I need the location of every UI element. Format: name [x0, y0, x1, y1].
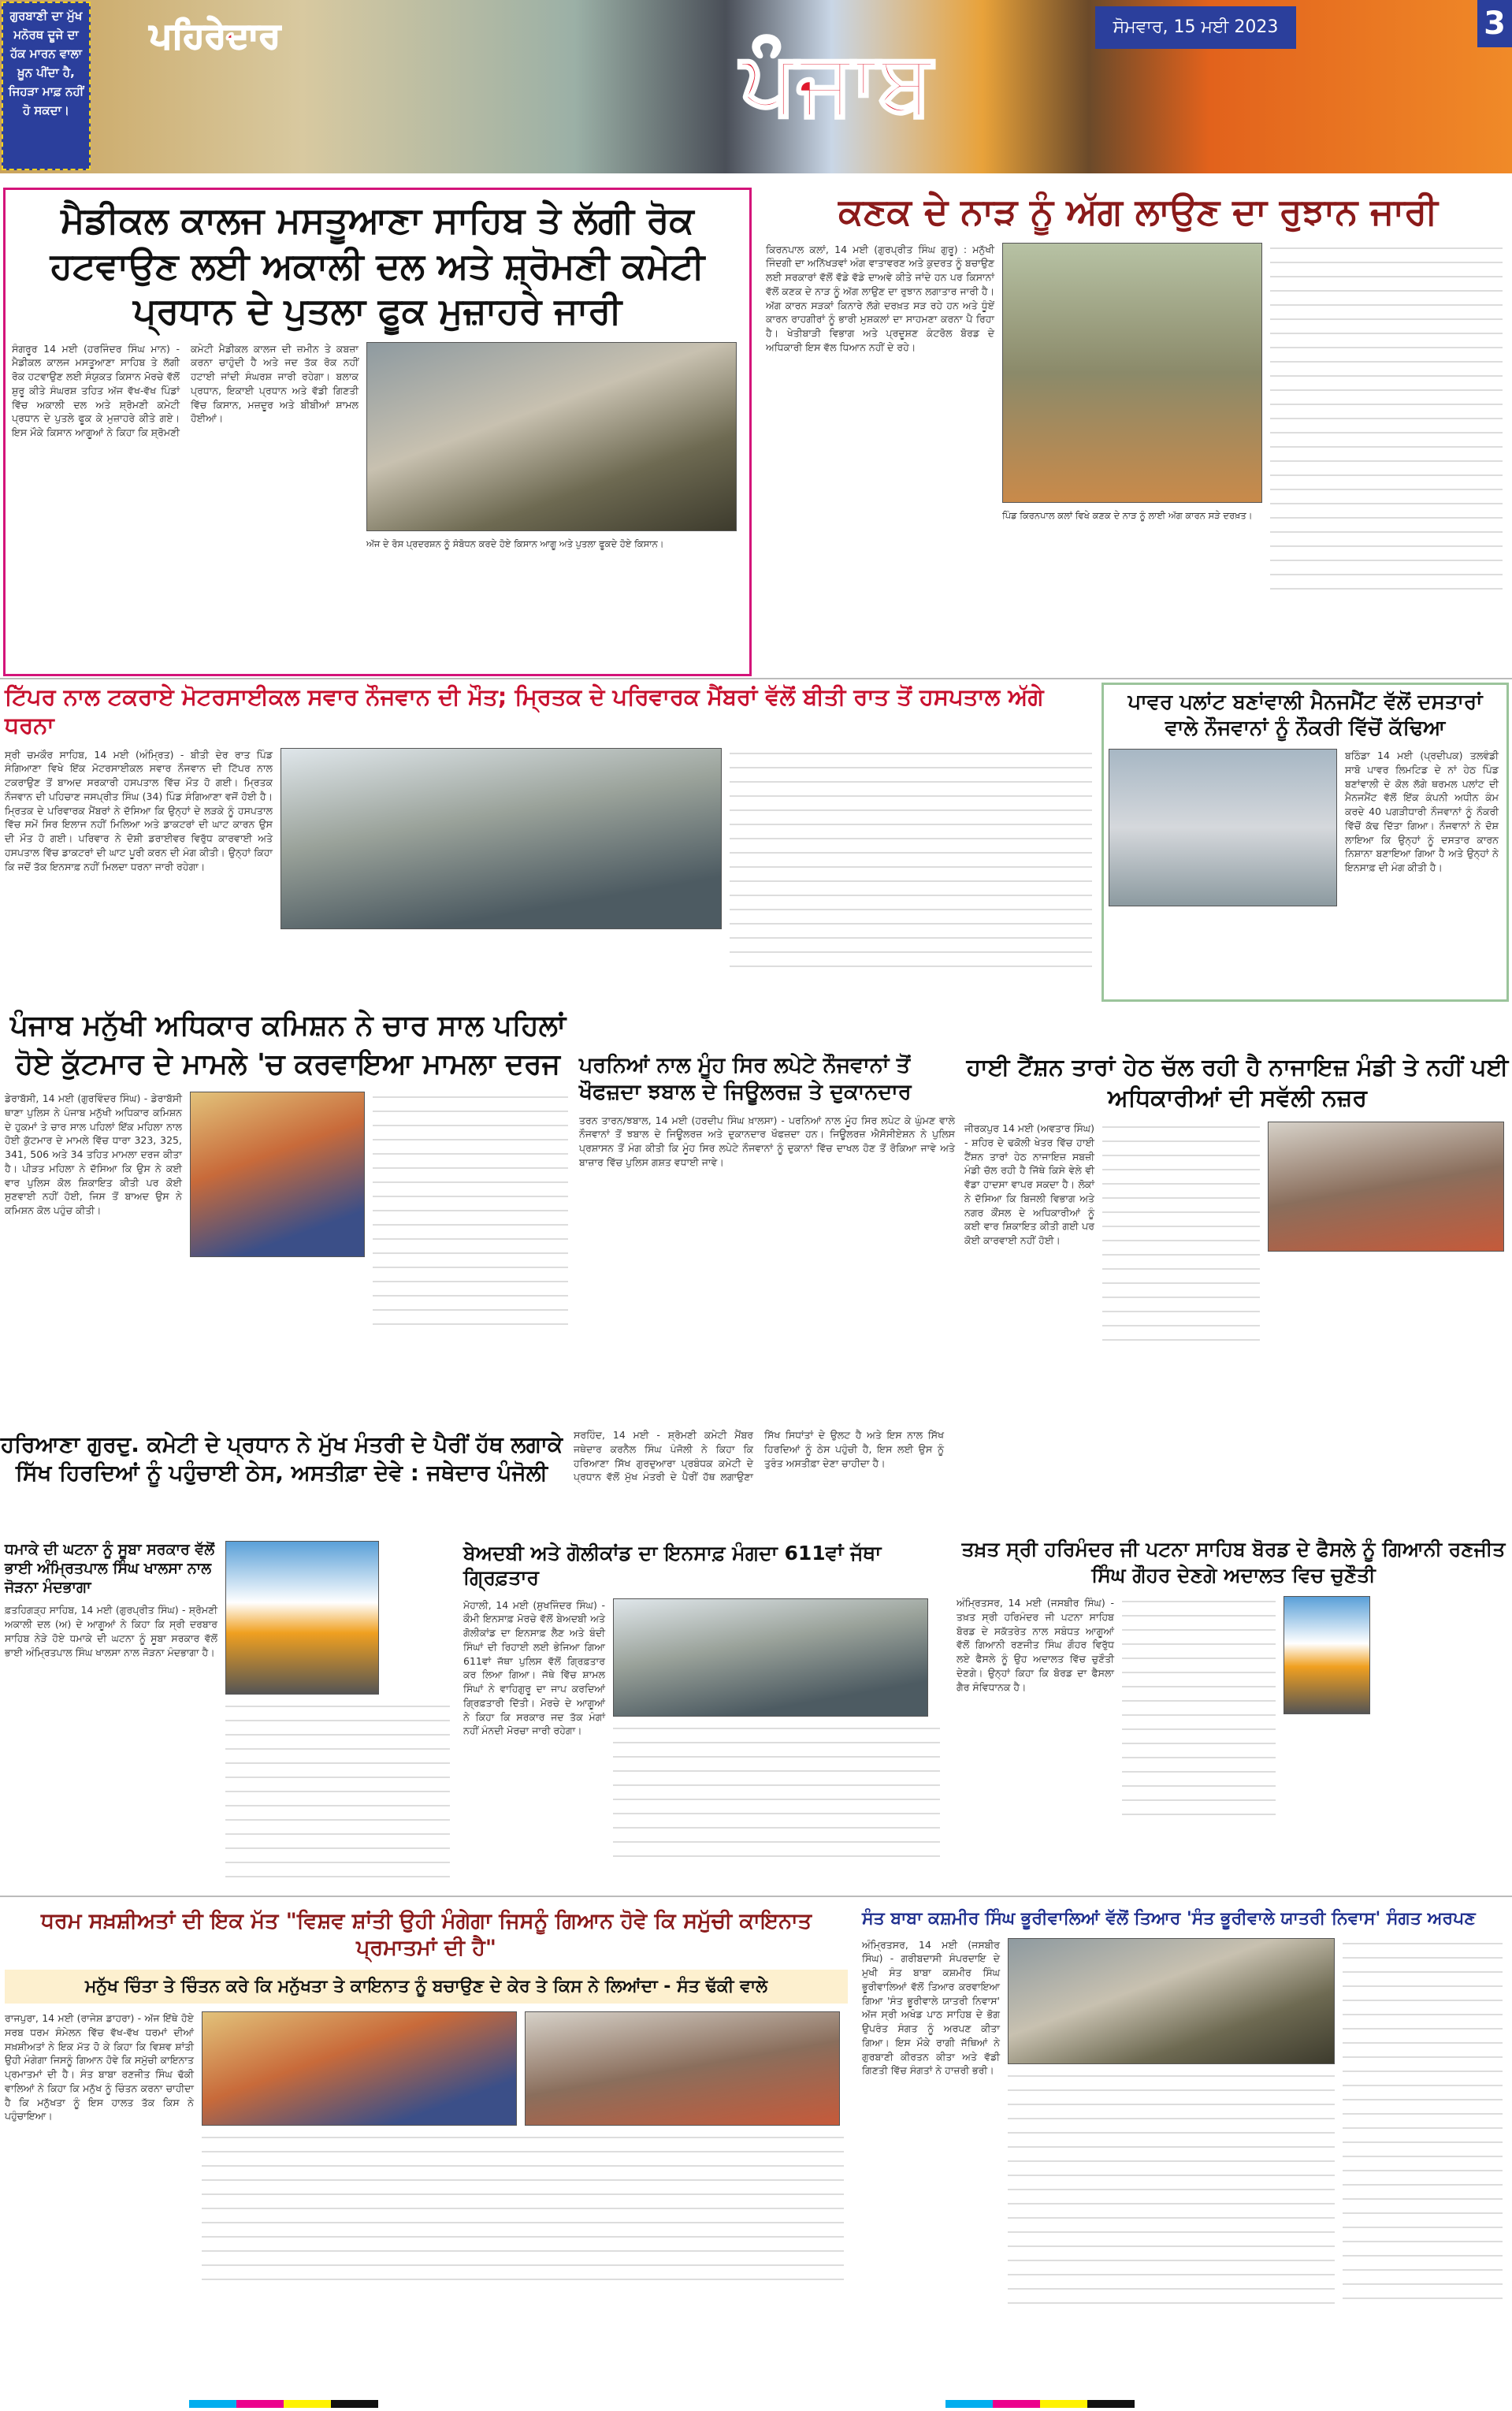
article-body-continued — [202, 2132, 844, 2290]
article-body: ਅੰਮ੍ਰਿਤਸਰ, 14 ਮਈ (ਜਸਬੀਰ ਸਿੰਘ) - ਗਰੀਬਦਾਸੀ ਸੰਪਰਦਾਇ ਦੇ ਮੁਖੀ ਸੰਤ ਬਾਬਾ ਕਸ਼ਮੀਰ ਸਿੰਘ ਭੂਰੀਵਾਲਿਆਂ ਵੱਲੋਂ ਤਿਆਰ ਕਰਵਾਇਆ ਗਿਆ 'ਸੰਤ ਭੂਰੀਵਾਲੇ ਯਾਤਰੀ ਨਿਵਾਸ' ਅੱਜ ਸ੍ਰੀ ਅਖੰਡ ਪਾਠ ਸਾਹਿਬ ਦੇ ਭੋਗ ਉਪਰੰਤ ਸੰਗਤ ਨੂੰ ਅਰਪਣ ਕੀਤਾ ਗਿਆ। ਇਸ ਮੌਕੇ ਰਾਗੀ ਜੱਥਿਆਂ ਨੇ ਗੁਰਬਾਣੀ ਕੀਰਤਨ ਕੀਤਾ ਅਤੇ ਵੱਡੀ ਗਿਣਤੀ ਵਿੱਚ ਸੰਗਤਾਂ ਨੇ ਹਾਜ਼ਰੀ ਭਰੀ। — [862, 1938, 1000, 2077]
article-body-continued-2 — [1343, 1938, 1503, 2309]
article-body: ਡੇਰਾਬੱਸੀ, 14 ਮਈ (ਗੁਰਵਿੰਦਰ ਸਿੰਘ) - ਡੇਰਾਬੱਸੀ ਥਾਣਾ ਪੁਲਿਸ ਨੇ ਪੰਜਾਬ ਮਨੁੱਖੀ ਅਧਿਕਾਰ ਕਮਿਸ਼ਨ ਦੇ ਹੁਕਮਾਂ ਤੇ ਚਾਰ ਸਾਲ ਪਹਿਲਾਂ ਇੱਕ ਮਹਿਲਾ ਨਾਲ ਹੋਈ ਕੁੱਟਮਾਰ ਦੇ ਮਾਮਲੇ ਵਿੱਚ ਧਾਰਾ 323, 325, 341, 506 ਅਤੇ 34 ਤਹਿਤ ਮਾਮਲਾ ਦਰਜ ਕੀਤਾ ਹੈ। ਪੀੜਤ ਮਹਿਲਾ ਨੇ ਦੱਸਿਆ ਕਿ ਉਸ ਨੇ ਕਈ ਵਾਰ ਪੁਲਿਸ ਕੋਲ ਸ਼ਿਕਾਇਤ ਕੀਤੀ ਪਰ ਕੋਈ ਸੁਣਵਾਈ ਨਹੀਂ ਹੋਈ, ਜਿਸ ਤੋਂ ਬਾਅਦ ਉਸ ਨੇ ਕਮਿਸ਼ਨ ਕੋਲ ਪਹੁੰਚ ਕੀਤੀ। — [5, 1092, 182, 1217]
photo-caption: ਅੱਜ ਦੇ ਰੋਸ ਪ੍ਰਦਰਸ਼ਨ ਨੂੰ ਸੰਬੋਧਨ ਕਰਦੇ ਹੋਏ ਕਿਸਾਨ ਆਗੂ ਅਤੇ ਪੁਤਲਾ ਫੂਕਦੇ ਹੋਏ ਕਿਸਾਨ। — [366, 538, 664, 549]
headline: ਧਮਾਕੇ ਦੀ ਘਟਨਾ ਨੂੰ ਸੂਬਾ ਸਰਕਾਰ ਵੱਲੋਂ ਭਾਈ ਅੰਮ੍ਰਿਤਪਾਲ ਸਿੰਘ ਖਾਲਸਾ ਨਾਲ ਜੋੜਨਾ ਮੰਦਭਾਗਾ — [5, 1541, 215, 1596]
article-611th-jatha — [463, 1541, 945, 1892]
amritpal-singh-photo — [225, 1541, 379, 1695]
article-body-continued — [1122, 1596, 1276, 1825]
thermal-plant-photo — [1109, 749, 1337, 906]
burnt-trees-photo — [1002, 243, 1262, 503]
page-number: 3 — [1477, 0, 1512, 47]
headline: ਸੰਤ ਬਾਬਾ ਕਸ਼ਮੀਰ ਸਿੰਘ ਭੂਰੀਵਾਲਿਆਂ ਵੱਲੋਂ ਤਿਆਰ 'ਸੰਤ ਭੂਰੀਵਾਲੇ ਯਾਤਰੀ ਨਿਵਾਸ' ਸੰਗਤ ਅਰਪਣ — [862, 1909, 1476, 1929]
article-body-continued — [613, 1723, 940, 1857]
article-illegal-mandi — [964, 1052, 1510, 1423]
headline: ਟਿੱਪਰ ਨਾਲ ਟਕਰਾਏ ਮੋਟਰਸਾਈਕਲ ਸਵਾਰ ਨੌਜਵਾਨ ਦੀ ਮੌਤ; ਮ੍ਰਿਤਕ ਦੇ ਪਰਿਵਾਰਕ ਮੈਂਬਰਾਂ ਵੱਲੋਂ ਬੀਤੀ ਰਾਤ ਤੋਂ ਹਸਪਤਾਲ ਅੱਗੇ ਧਰਨਾ — [5, 683, 1044, 739]
color-bar-black — [331, 2400, 378, 2408]
article-body: ਸ੍ਰੀ ਚਮਕੌਰ ਸਾਹਿਬ, 14 ਮਈ (ਅੰਮ੍ਰਿਤ) - ਬੀਤੀ ਦੇਰ ਰਾਤ ਪਿੰਡ ਸੰਗਿਆਣਾ ਵਿਖੇ ਇੱਕ ਮੋਟਰਸਾਈਕਲ ਸਵਾਰ ਨੌਜਵਾਨ ਦੀ ਟਿੱਪਰ ਨਾਲ ਟਕਰਾਉਣ ਤੋਂ ਬਾਅਦ ਸਰਕਾਰੀ ਹਸਪਤਾਲ ਵਿੱਚ ਮੌਤ ਹੋ ਗਈ। ਮ੍ਰਿਤਕ ਨੌਜਵਾਨ ਦੀ ਪਹਿਚਾਣ ਜਸਪ੍ਰੀਤ ਸਿੰਘ (34) ਪਿੰਡ ਸੰਗਿਆਣਾ ਵਜੋਂ ਹੋਈ ਹੈ। ਮ੍ਰਿਤਕ ਦੇ ਪਰਿਵਾਰਕ ਮੈਂਬਰਾਂ ਨੇ ਦੱਸਿਆ ਕਿ ਉਨ੍ਹਾਂ ਦੇ ਲੜਕੇ ਨੂੰ ਹਸਪਤਾਲ ਵਿੱਚ ਸਮੇਂ ਸਿਰ ਇਲਾਜ ਨਹੀਂ ਮਿਲਿਆ ਅਤੇ ਡਾਕਟਰਾਂ ਦੀ ਘਾਟ ਕਾਰਨ ਉਸ ਦੀ ਮੌਤ ਹੋ ਗਈ। ਪਰਿਵਾਰ ਨੇ ਦੋਸ਼ੀ ਡਰਾਈਵਰ ਵਿਰੁੱਧ ਕਾਰਵਾਈ ਅਤੇ ਹਸਪਤਾਲ ਵਿੱਚ ਡਾਕਟਰਾਂ ਦੀ ਘਾਟ ਪੂਰੀ ਕਰਨ ਦੀ ਮੰਗ ਕੀਤੀ। ਉਨ੍ਹਾਂ ਕਿਹਾ ਕਿ ਜਦੋਂ ਤੱਕ ਇਨਸਾਫ਼ ਨਹੀਂ ਮਿਲਦਾ ਧਰਨਾ ਜਾਰੀ ਰਹੇਗਾ। — [5, 748, 273, 872]
color-bar-black-2 — [1087, 2400, 1135, 2408]
issue-date: ਸੋਮਵਾਰ, 15 ਮਈ 2023 — [1095, 6, 1296, 49]
sammelan-photo-2 — [525, 2011, 840, 2126]
article-yatri-niwas — [862, 1903, 1510, 2392]
article-body-continued — [1008, 2071, 1335, 2307]
article-body-continued — [730, 748, 1092, 977]
headline: ਬੇਅਦਬੀ ਅਤੇ ਗੋਲੀਕਾਂਡ ਦਾ ਇਨਸਾਫ਼ ਮੰਗਦਾ 611ਵਾਂ ਜੱਥਾ ਗ੍ਰਿਫ਼ਤਾਰ — [463, 1542, 882, 1590]
article-body: ਅੰਮ੍ਰਿਤਸਰ, 14 ਮਈ (ਜਸਬੀਰ ਸਿੰਘ) - ਤਖ਼ਤ ਸ੍ਰੀ ਹਰਿਮੰਦਰ ਜੀ ਪਟਨਾ ਸਾਹਿਬ ਬੋਰਡ ਦੇ ਸਕੱਤਰੇਤ ਨਾਲ ਸਬੰਧਤ ਆਗੂਆਂ ਵੱਲੋਂ ਗਿਆਨੀ ਰਣਜੀਤ ਸਿੰਘ ਗੌਹਰ ਵਿਰੁੱਧ ਲਏ ਫੈਸਲੇ ਨੂੰ ਉਹ ਅਦਾਲਤ ਵਿੱਚ ਚੁਣੌਤੀ ਦੇਣਗੇ। ਉਨ੍ਹਾਂ ਕਿਹਾ ਕਿ ਬੋਰਡ ਦਾ ਫੈਸਲਾ ਗੈਰ ਸੰਵਿਧਾਨਕ ਹੈ। — [957, 1597, 1114, 1693]
headline: ਪੰਜਾਬ ਮਨੁੱਖੀ ਅਧਿਕਾਰ ਕਮਿਸ਼ਨ ਨੇ ਚਾਰ ਸਾਲ ਪਹਿਲਾਂ ਹੋਏ ਕੁੱਟਮਾਰ ਦੇ ਮਾਮਲੇ 'ਚ ਕਰਵਾਇਆ ਮਾਮਲਾ ਦਰਜ — [9, 1010, 567, 1081]
headline: ਪਰਨਿਆਂ ਨਾਲ ਮੂੰਹ ਸਿਰ ਲਪੇਟੇ ਨੌਜਵਾਨਾਂ ਤੋਂ ਖੌਫਜ਼ਦਾ ਝਬਾਲ ਦੇ ਜਿਊਲਰਜ਼ ਤੇ ਦੁਕਾਨਦਾਰ — [579, 1053, 912, 1104]
color-bar-yellow — [284, 2400, 331, 2408]
color-bar-yellow-2 — [1040, 2400, 1087, 2408]
color-bar-cyan — [189, 2400, 236, 2408]
article-world-peace — [0, 1903, 853, 2392]
article-body: ਮੋਹਾਲੀ, 14 ਮਈ (ਸੁਖਜਿੰਦਰ ਸਿੰਘ) - ਕੌਮੀ ਇਨਸਾਫ਼ ਮੋਰਚੇ ਵੱਲੋਂ ਬੇਅਦਬੀ ਅਤੇ ਗੋਲੀਕਾਂਡ ਦਾ ਇਨਸਾਫ਼ ਲੈਣ ਅਤੇ ਬੰਦੀ ਸਿੰਘਾਂ ਦੀ ਰਿਹਾਈ ਲਈ ਭੇਜਿਆ ਗਿਆ 611ਵਾਂ ਜੱਥਾ ਪੁਲਿਸ ਵੱਲੋਂ ਗ੍ਰਿਫ਼ਤਾਰ ਕਰ ਲਿਆ ਗਿਆ। ਜੱਥੇ ਵਿੱਚ ਸ਼ਾਮਲ ਸਿੰਘਾਂ ਨੇ ਵਾਹਿਗੁਰੂ ਦਾ ਜਾਪ ਕਰਦਿਆਂ ਗ੍ਰਿਫ਼ਤਾਰੀ ਦਿੱਤੀ। ਮੋਰਚੇ ਦੇ ਆਗੂਆਂ ਨੇ ਕਿਹਾ ਕਿ ਸਰਕਾਰ ਜਦ ਤੱਕ ਮੰਗਾਂ ਨਹੀਂ ਮੰਨਦੀ ਮੋਰਚਾ ਜਾਰੀ ਰਹੇਗਾ। — [463, 1598, 605, 1737]
sammelan-photo-1 — [202, 2011, 517, 2126]
color-bar-magenta-2 — [993, 2400, 1040, 2408]
subheadline: ਮਨੁੱਖ ਚਿੰਤਾ ਤੇ ਚਿੰਤਨ ਕਰੇ ਕਿ ਮਨੁੱਖਤਾ ਤੇ ਕਾਇਨਾਤ ਨੂੰ ਬਚਾਉਣ ਦੇ ਕੇਰ ਤੇ ਕਿਸ ਨੇ ਲਿਆਂਦਾ - ਸੰਤ ਢੱਕੀ ਵਾਲੇ — [5, 1970, 848, 2004]
victim-photo — [190, 1092, 365, 1257]
pahredar-logo: ਪਹਿਰੇਦਾਰ — [150, 16, 280, 56]
headline: ਤਖ਼ਤ ਸ੍ਰੀ ਹਰਿਮੰਦਰ ਜੀ ਪਟਨਾ ਸਾਹਿਬ ਬੋਰਡ ਦੇ ਫੈਸਲੇ ਨੂੰ ਗਿਆਨੀ ਰਣਜੀਤ ਸਿੰਘ ਗੌਹਰ ਦੇਣਗੇ ਅਦਾਲਤ ਵਿਚ ਚੁਣੌਤੀ — [961, 1538, 1506, 1587]
giani-ranjit-singh-photo — [1284, 1596, 1370, 1714]
haryana-article-body: ਸਰਹਿੰਦ, 14 ਮਈ - ਸ਼੍ਰੋਮਣੀ ਕਮੇਟੀ ਮੈਂਬਰ ਜਥੇਦਾਰ ਕਰਨੈਲ ਸਿੰਘ ਪੰਜੋਲੀ ਨੇ ਕਿਹਾ ਕਿ ਹਰਿਆਣਾ ਸਿੱਖ ਗੁਰਦੁਆਰਾ ਪ੍ਰਬੰਧਕ ਕਮੇਟੀ ਦੇ ਪ੍ਰਧਾਨ ਵੱਲੋਂ ਮੁੱਖ ਮੰਤਰੀ ਦੇ ਪੈਰੀਂ ਹੱਥ ਲਗਾਉਣਾ ਸਿੱਖ ਸਿਧਾਂਤਾਂ ਦੇ ਉਲਟ ਹੈ ਅਤੇ ਇਸ ਨਾਲ ਸਿੱਖ ਹਿਰਦਿਆਂ ਨੂੰ ਠੇਸ ਪਹੁੰਚੀ ਹੈ, ਇਸ ਲਈ ਉਸ ਨੂੰ ਤੁਰੰਤ ਅਸਤੀਫ਼ਾ ਦੇਣਾ ਚਾਹੀਦਾ ਹੈ। — [574, 1429, 944, 1483]
headline: ਹਾਈ ਟੈਂਸ਼ਨ ਤਾਰਾਂ ਹੇਠ ਚੱਲ ਰਹੀ ਹੈ ਨਾਜਾਇਜ਼ ਮੰਡੀ ਤੇ ਨਹੀਂ ਪਈ ਅਧਿਕਾਰੀਆਂ ਦੀ ਸਵੱਲੀ ਨਜ਼ਰ — [966, 1054, 1509, 1112]
article-body-continued — [373, 1092, 568, 1328]
headline: ਕਣਕ ਦੇ ਨਾੜ ਨੂੰ ਅੱਗ ਲਾਉਣ ਦਾ ਰੁਝਾਨ ਜਾਰੀ — [838, 190, 1438, 233]
divider — [0, 678, 1512, 679]
mandi-photo — [1268, 1122, 1504, 1252]
article-jhabal-jewellers — [579, 1052, 955, 1423]
article-body-continued — [1102, 1122, 1260, 1342]
protest-photo — [366, 342, 737, 531]
article-body: ਬਠਿੰਡਾ 14 ਮਈ (ਪ੍ਰਦੀਪਕ) ਤਲਵੰਡੀ ਸਾਬੋ ਪਾਵਰ ਲਿਮਟਿਡ ਦੇ ਨਾਂ ਹੇਠ ਪਿੰਡ ਬਣਾਂਵਾਲੀ ਦੇ ਕੋਲ ਲੱਗੇ ਥਰਮਲ ਪਲਾਂਟ ਦੀ ਮੈਨਜਮੈਂਟ ਵੱਲੋਂ ਇੱਕ ਕੰਪਨੀ ਅਧੀਨ ਕੰਮ ਕਰਦੇ 40 ਪਗੜੀਧਾਰੀ ਨੌਜਵਾਨਾਂ ਨੂੰ ਨੌਕਰੀ ਵਿੱਚੋਂ ਕੱਢ ਦਿੱਤਾ ਗਿਆ। ਨੌਜਵਾਨਾਂ ਨੇ ਦੋਸ਼ ਲਾਇਆ ਕਿ ਉਨ੍ਹਾਂ ਨੂੰ ਦਸਤਾਰ ਕਾਰਨ ਨਿਸ਼ਾਨਾ ਬਣਾਇਆ ਗਿਆ ਹੈ ਅਤੇ ਉਨ੍ਹਾਂ ਨੇ ਇਨਸਾਫ਼ ਦੀ ਮੰਗ ਕੀਤੀ ਹੈ। — [1345, 750, 1499, 873]
photo-caption: ਪਿੰਡ ਕਿਰਨਪਾਲ ਕਲਾਂ ਵਿਖੇ ਕਣਕ ਦੇ ਨਾੜ ਨੂੰ ਲਾਈ ਅੱਗ ਕਾਰਨ ਸੜੇ ਦਰਖ਼ਤ। — [1002, 509, 1253, 521]
section-title-punjab: ਪੰਜਾਬ — [741, 32, 932, 133]
article-body: ਸੰਗਰੂਰ 14 ਮਈ (ਹਰਜਿੰਦਰ ਸਿੰਘ ਮਾਨ) - ਮੈਡੀਕਲ ਕਾਲਜ ਮਸਤੂਆਣਾ ਸਾਹਿਬ ਤੇ ਲੱਗੀ ਰੋਕ ਹਟਵਾਉਣ ਲਈ ਸੰਯੁਕਤ ਕਿਸਾਨ ਮੋਰਚੇ ਵੱਲੋਂ ਸ਼ੁਰੂ ਕੀਤੇ ਸੰਘਰਸ਼ ਤਹਿਤ ਅੱਜ ਵੱਖ-ਵੱਖ ਪਿੰਡਾਂ ਵਿੱਚ ਅਕਾਲੀ ਦਲ ਅਤੇ ਸ਼੍ਰੋਮਣੀ ਕਮੇਟੀ ਪ੍ਰਧਾਨ ਦੇ ਪੁਤਲੇ ਫੂਕ ਕੇ ਮੁਜ਼ਾਹਰੇ ਕੀਤੇ ਗਏ। ਇਸ ਮੌਕੇ ਕਿਸਾਨ ਆਗੂਆਂ ਨੇ ਕਿਹਾ ਕਿ ਸ਼੍ਰੋਮਣੀ ਕਮੇਟੀ ਮੈਡੀਕਲ ਕਾਲਜ ਦੀ ਜ਼ਮੀਨ ਤੇ ਕਬਜ਼ਾ ਕਰਨਾ ਚਾਹੁੰਦੀ ਹੈ ਅਤੇ ਜਦ ਤੱਕ ਰੋਕ ਨਹੀਂ ਹਟਾਈ ਜਾਂਦੀ ਸੰਘਰਸ਼ ਜਾਰੀ ਰਹੇਗਾ। ਬਲਾਕ ਪ੍ਰਧਾਨ, ਇਕਾਈ ਪ੍ਰਧਾਨ ਅਤੇ ਵੱਡੀ ਗਿਣਤੀ ਵਿੱਚ ਕਿਸਾਨ, ਮਜ਼ਦੂਰ ਅਤੇ ਬੀਬੀਆਂ ਸ਼ਾਮਲ ਹੋਈਆਂ। — [12, 342, 358, 438]
article-body: ਤਰਨ ਤਾਰਨ/ਝਬਾਲ, 14 ਮਈ (ਹਰਦੀਪ ਸਿੰਘ ਖ਼ਾਲਸਾ) - ਪਰਨਿਆਂ ਨਾਲ ਮੂੰਹ ਸਿਰ ਲਪੇਟ ਕੇ ਘੁੰਮਣ ਵਾਲੇ ਨੌਜਵਾਨਾਂ ਤੋਂ ਝਬਾਲ ਦੇ ਜਿਊਲਰਜ਼ ਅਤੇ ਦੁਕਾਨਦਾਰ ਖੌਫਜ਼ਦਾ ਹਨ। ਜਿਊਲਰਜ਼ ਐਸੋਸੀਏਸ਼ਨ ਨੇ ਪੁਲਿਸ ਪ੍ਰਸ਼ਾਸਨ ਤੋਂ ਮੰਗ ਕੀਤੀ ਕਿ ਮੂੰਹ ਸਿਰ ਲਪੇਟੇ ਨੌਜਵਾਨਾਂ ਨੂੰ ਦੁਕਾਨਾਂ ਵਿੱਚ ਦਾਖਲ ਹੋਣ ਤੋਂ ਰੋਕਿਆ ਜਾਵੇ ਅਤੇ ਬਾਜ਼ਾਰ ਵਿੱਚ ਪੁਲਿਸ ਗਸ਼ਤ ਵਧਾਈ ਜਾਵੇ। — [579, 1114, 955, 1168]
article-tipper-accident — [0, 683, 1095, 998]
article-human-rights — [0, 1007, 571, 1425]
article-body: ਰਾਜਪੁਰਾ, 14 ਮਈ (ਰਾਜੇਸ਼ ਡਾਹਰਾ) - ਅੱਜ ਇੱਥੇ ਹੋਏ ਸਰਬ ਧਰਮ ਸੰਮੇਲਨ ਵਿੱਚ ਵੱਖ-ਵੱਖ ਧਰਮਾਂ ਦੀਆਂ ਸਖ਼ਸ਼ੀਅਤਾਂ ਨੇ ਇਕ ਮੱਤ ਹੋ ਕੇ ਕਿਹਾ ਕਿ ਵਿਸ਼ਵ ਸ਼ਾਂਤੀ ਉਹੀ ਮੰਗੇਗਾ ਜਿਸਨੂੰ ਗਿਆਨ ਹੋਵੇ ਕਿ ਸਮੁੱਚੀ ਕਾਇਨਾਤ ਪ੍ਰਮਾਤਮਾਂ ਦੀ ਹੈ। ਸੰਤ ਬਾਬਾ ਰਣਜੀਤ ਸਿੰਘ ਢੱਕੀ ਵਾਲਿਆਂ ਨੇ ਕਿਹਾ ਕਿ ਮਨੁੱਖ ਨੂੰ ਚਿੰਤਨ ਕਰਨਾ ਚਾਹੀਦਾ ਹੈ ਕਿ ਮਨੁੱਖਤਾ ਨੂੰ ਇਸ ਹਾਲਤ ਤੱਕ ਕਿਸ ਨੇ ਪਹੁੰਚਾਇਆ। — [5, 2012, 194, 2123]
color-bar-cyan-2 — [945, 2400, 993, 2408]
article-body-continued — [1270, 243, 1503, 590]
article-power-plant — [1101, 683, 1509, 1002]
gurbani-quote-box: ਗੁਰਬਾਣੀ ਦਾ ਮੁੱਖ ਮਨੋਰਥ ਦੂਜੇ ਦਾ ਹੱਕ ਮਾਰਨ ਵਾਲਾ ਖ਼ੂਨ ਪੀਂਦਾ ਹੈ, ਜਿਹੜਾ ਮਾਫ਼ ਨਹੀਂ ਹੋ ਸਕਦਾ। — [2, 2, 91, 170]
headline: ਹਰਿਆਣਾ ਗੁਰਦੁ. ਕਮੇਟੀ ਦੇ ਪ੍ਰਧਾਨ ਨੇ ਮੁੱਖ ਮੰਤਰੀ ਦੇ ਪੈਰੀਂ ਹੱਥ ਲਗਾਕੇ ਸਿੱਖ ਹਿਰਦਿਆਂ ਨੂੰ ਪਹੁੰਚਾਈ ਠੇਸ, ਅਸਤੀਫ਼ਾ ਦੇਵੇ : ਜਥੇਦਾਰ ਪੰਜੋਲੀ — [0, 1431, 563, 1486]
article-body: ਫ਼ਤਹਿਗੜ੍ਹ ਸਾਹਿਬ, 14 ਮਈ (ਗੁਰਪ੍ਰੀਤ ਸਿੰਘ) - ਸ਼੍ਰੋਮਣੀ ਅਕਾਲੀ ਦਲ (ਅ) ਦੇ ਆਗੂਆਂ ਨੇ ਕਿਹਾ ਕਿ ਸ੍ਰੀ ਦਰਬਾਰ ਸਾਹਿਬ ਨੇੜੇ ਹੋਏ ਧਮਾਕੇ ਦੀ ਘਟਨਾ ਨੂੰ ਸੂਬਾ ਸਰਕਾਰ ਵੱਲੋਂ ਭਾਈ ਅੰਮ੍ਰਿਤਪਾਲ ਸਿੰਘ ਖਾਲਸਾ ਨਾਲ ਜੋੜਨਾ ਮੰਦਭਾਗਾ ਹੈ। — [5, 1604, 217, 1658]
headline: ਮੈਡੀਕਲ ਕਾਲਜ ਮਸਤੂਆਣਾ ਸਾਹਿਬ ਤੇ ਲੱਗੀ ਰੋਕ ਹਟਵਾਉਣ ਲਈ ਅਕਾਲੀ ਦਲ ਅਤੇ ਸ਼੍ਰੋਮਣੀ ਕਮੇਟੀ ਪ੍ਰਧਾਨ ਦੇ ਪੁਤਲਾ ਫੂਕ ਮੁਜ਼ਾਹਰੇ ਜਾਰੀ — [50, 199, 705, 332]
ceremony-photo — [1008, 1938, 1335, 2064]
color-bar-magenta — [236, 2400, 284, 2408]
headline: ਧਰਮ ਸਖ਼ਸ਼ੀਅਤਾਂ ਦੀ ਇਕ ਮੱਤ "ਵਿਸ਼ਵ ਸ਼ਾਂਤੀ ਉਹੀ ਮੰਗੇਗਾ ਜਿਸਨੂੰ ਗਿਆਨ ਹੋਵੇ ਕਿ ਸਮੁੱਚੀ ਕਾਇਨਾਤ ਪ੍ਰਮਾਤਮਾਂ ਦੀ ਹੈ" — [40, 1909, 812, 1960]
article-haryana-committee — [0, 1431, 563, 1525]
article-body-continued — [225, 1701, 450, 1882]
divider — [0, 1896, 1512, 1897]
article-amritpal — [0, 1541, 453, 1892]
hospital-protest-photo — [280, 748, 722, 929]
jatha-arrest-photo — [613, 1598, 928, 1717]
headline: ਪਾਵਰ ਪਲਾਂਟ ਬਣਾਂਵਾਲੀ ਮੈਨਜਮੈਂਟ ਵੱਲੋਂ ਦਸਤਾਰਾਂ ਵਾਲੇ ਨੌਜਵਾਨਾਂ ਨੂੰ ਨੌਕਰੀ ਵਿੱਚੋਂ ਕੱਢਿਆ — [1127, 690, 1483, 740]
article-body: ਕਿਰਨਪਾਲ ਕਲਾਂ, 14 ਮਈ (ਗੁਰਪ੍ਰੀਤ ਸਿੰਘ ਗੁਰੂ) : ਮਨੁੱਖੀ ਜਿੰਦਗੀ ਦਾ ਅਨਿੱਖੜਵਾਂ ਅੰਗ ਵਾਤਾਵਰਣ ਅਤੇ ਕੁਦਰਤ ਨੂੰ ਬਚਾਉਣ ਲਈ ਸਰਕਾਰਾਂ ਵੱਲੋਂ ਵੱਡੇ ਵੱਡੇ ਦਾਅਵੇ ਕੀਤੇ ਜਾਂਦੇ ਹਨ ਪਰ ਕਿਸਾਨਾਂ ਵੱਲੋਂ ਕਣਕ ਦੇ ਨਾੜ ਨੂੰ ਅੱਗ ਲਾਉਣ ਦਾ ਰੁਝਾਨ ਲਗਾਤਾਰ ਜਾਰੀ ਹੈ। ਅੱਗ ਕਾਰਨ ਸੜਕਾਂ ਕਿਨਾਰੇ ਲੱਗੇ ਦਰਖ਼ਤ ਸੜ ਰਹੇ ਹਨ ਅਤੇ ਧੂੰਏਂ ਕਾਰਨ ਰਾਹਗੀਰਾਂ ਨੂੰ ਭਾਰੀ ਮੁਸ਼ਕਲਾਂ ਦਾ ਸਾਹਮਣਾ ਕਰਨਾ ਪੈ ਰਿਹਾ ਹੈ। ਖੇਤੀਬਾੜੀ ਵਿਭਾਗ ਅਤੇ ਪ੍ਰਦੂਸ਼ਣ ਕੰਟਰੋਲ ਬੋਰਡ ਦੇ ਅਧਿਕਾਰੀ ਇਸ ਵੱਲ ਧਿਆਨ ਨਹੀਂ ਦੇ ਰਹੇ। — [766, 243, 994, 353]
article-wheat-stubble — [766, 189, 1510, 674]
article-medical-college — [3, 188, 752, 676]
article-body: ਜੀਰਕਪੁਰ 14 ਮਈ (ਅਵਤਾਰ ਸਿੰਘ) - ਸ਼ਹਿਰ ਦੇ ਢਕੋਲੀ ਖੇਤਰ ਵਿੱਚ ਹਾਈ ਟੈਂਸ਼ਨ ਤਾਰਾਂ ਹੇਠ ਨਾਜਾਇਜ਼ ਸਬਜ਼ੀ ਮੰਡੀ ਚੱਲ ਰਹੀ ਹੈ ਜਿੱਥੇ ਕਿਸੇ ਵੇਲੇ ਵੀ ਵੱਡਾ ਹਾਦਸਾ ਵਾਪਰ ਸਕਦਾ ਹੈ। ਲੋਕਾਂ ਨੇ ਦੱਸਿਆ ਕਿ ਬਿਜਲੀ ਵਿਭਾਗ ਅਤੇ ਨਗਰ ਕੌਂਸਲ ਦੇ ਅਧਿਕਾਰੀਆਂ ਨੂੰ ਕਈ ਵਾਰ ਸ਼ਿਕਾਇਤ ਕੀਤੀ ਗਈ ਪਰ ਕੋਈ ਕਾਰਵਾਈ ਨਹੀਂ ਹੋਈ। — [964, 1122, 1094, 1246]
article-takhat-patna-sahib — [957, 1537, 1510, 1892]
